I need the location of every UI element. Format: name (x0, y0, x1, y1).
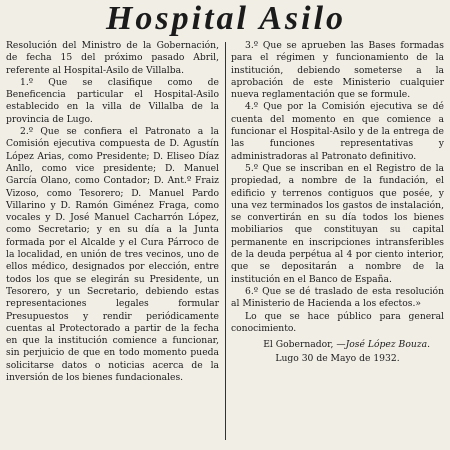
clause-1: 1.º Que se clasifique como de Beneficencia particular el Hospital-Asilo establecido en la villa de Villalba de la provincia de Lugo. (6, 76, 219, 125)
clause-3: 3.º Que se aprueben las Bases formadas para el régimen y funcionamiento de la institución, debiendo someterse a la aprobación de este Ministerio cualquier nueva reglamentación que se formule. (231, 40, 444, 101)
signature-name: José López Bouza. (345, 339, 430, 351)
newspaper-clipping (0, 2, 450, 450)
signature-date: Lugo 30 de Mayo de 1932. (275, 353, 400, 365)
column-divider (225, 42, 226, 440)
signature-line: El Gobernador, —José López Bouza. (263, 339, 430, 351)
right-column (231, 40, 444, 444)
signature-block (231, 339, 444, 366)
signature-label: El Gobernador, (263, 339, 334, 351)
resolution-intro: Resolución del Ministro de la Gobernación, de fecha 15 del próximo pasado Abril, referente al Hospital-Asilo de Villalba. (6, 40, 219, 76)
public-notice: Lo que se hace público para general conocimiento. (231, 310, 444, 334)
left-column (6, 40, 219, 444)
article-body (6, 40, 446, 444)
clause-4: 4.º Que por la Comisión ejecutiva se dé cuenta del momento en que comience a funcionar el Hospital-Asilo y de la entrega de las funciones representativas y administradoras al Patronato definitivo. (231, 101, 444, 162)
clause-5: 5.º Que se inscriban en el Registro de la propiedad, a nombre de la fundación, el edificio y terrenos contiguos que posée, y una vez terminados los gastos de instalación, se convertirán en su día todos los bienes mobiliarios que constituyan su capital permanente en inscripciones intransferibles de la deuda perpétua al 4 por ciento interior, que se depositarán a nombre de la institución en el Banco de España. (231, 162, 444, 285)
clause-6: 6.º Que se dé traslado de esta resolución al Ministerio de Hacienda a los efectos.» (231, 285, 444, 310)
article-title: Hospital Asilo (105, 0, 347, 37)
clause-2: 2.º Que se confiera el Patronato a la Comisión ejecutiva compuesta de D. Agustín López Arias, como Presidente; D. Eliseo Díaz Anllo, como vice presidente; D. Manuel García Olano, como Contador; D. Ant.º Fraiz Vizoso, como Tesorero; D. Manuel Pardo Villarino y D. Ramón Giménez Fraga, como vocales y D. José Manuel Cacharrón López, como Secretario; y en su día a la Junta formada por el Alcalde y el Cura Párroco de la localidad, en unión de tres vecinos, uno de ellos médico, designados por elección, entre todos los que se elegirán su Presidente, un Tesorero, y un Secretario, debiendo estas representaciones legales formular Presupuestos y rendir periódicamente cuentas al Protectorado a partir de la fecha en que la institución comience a funcionar, sin perjuicio de que en todo momento pueda solicitarse datos o noticias acerca de la inversión de los bienes fundacionales. (6, 126, 219, 384)
